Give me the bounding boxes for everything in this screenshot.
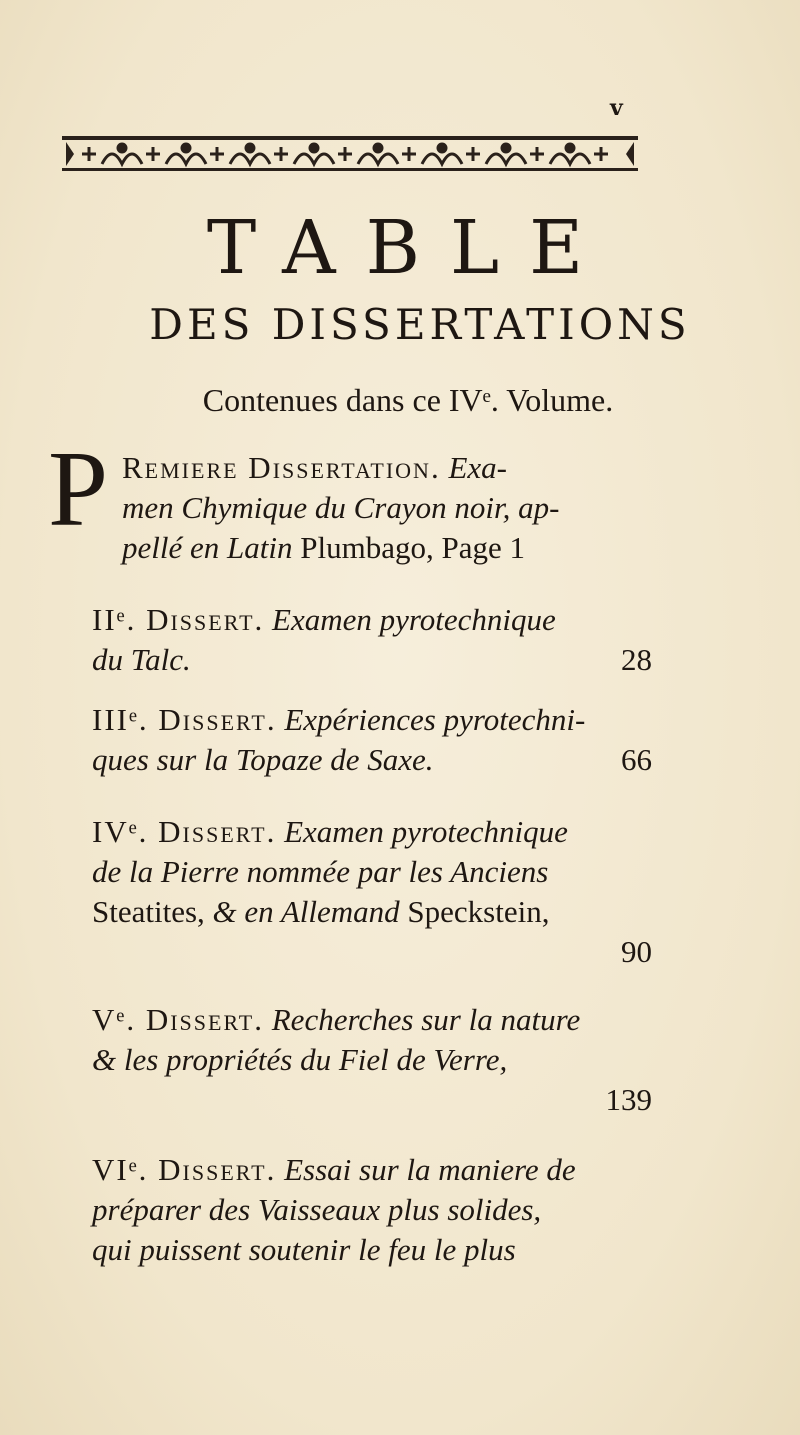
page-number: 1: [509, 530, 525, 565]
entry-title-line: qui puissent soutenir le feu le plus: [92, 1232, 516, 1267]
page-number: 28: [621, 642, 652, 677]
entry-title-part: & en Allemand: [212, 894, 400, 929]
entry-title-line: & les propriétés du Fiel de Verre,: [92, 1042, 508, 1077]
drop-cap: P: [48, 430, 109, 549]
entry-title-part: Examen pyrotechnique: [284, 814, 568, 849]
toc-entry-4: [92, 812, 652, 972]
entry-title-line: de la Pierre nommée par les Anciens: [92, 854, 549, 889]
entry-title-part: Examen pyrotechnique: [272, 602, 556, 637]
entry-title-part: Expériences pyrotechni-: [284, 702, 586, 737]
printer-ornament-band: [62, 122, 638, 180]
page-title: TABLE: [206, 205, 614, 291]
page-number: 90: [621, 934, 652, 969]
entry-title-line: du Talc.: [92, 642, 191, 677]
toc-entry-6: [92, 1150, 652, 1270]
entry-label: VIᵉ. Dissert.: [92, 1152, 277, 1187]
entry-title-roman: Steatites,: [92, 894, 205, 929]
entry-title-part: Exa-: [448, 450, 507, 485]
page-number: 66: [621, 742, 652, 777]
entry-title-roman: Speckstein,: [407, 894, 550, 929]
entry-label: IIᵉ. Dissert.: [92, 602, 265, 637]
signature-mark: v: [610, 95, 623, 121]
page-number: 139: [605, 1082, 652, 1117]
toc-entry-3: [92, 700, 652, 780]
entry-label: IIIᵉ. Dissert.: [92, 702, 277, 737]
page-subtitle: DES DISSERTATIONS: [149, 300, 691, 349]
entry-title-line: ques sur la Topaze de Saxe.: [92, 742, 434, 777]
entry-title-part: Recherches sur la nature: [271, 1002, 581, 1037]
entry-title-part: Essai sur la maniere de: [284, 1152, 576, 1187]
toc-entry-2: [92, 600, 652, 680]
entry-title-line: préparer des Vaisseaux plus solides,: [92, 1192, 542, 1227]
entry-title-part: pellé en Latin: [122, 530, 293, 565]
entry-title-line: men Chymique du Crayon noir, ap-: [122, 490, 560, 525]
entry-label: Remiere Dissertation.: [122, 450, 441, 485]
entry-title-roman: Plumbago, Page: [300, 530, 502, 565]
entry-label: IVᵉ. Dissert.: [92, 814, 277, 849]
volume-line: Contenues dans ce IVᵉ. Volume.: [202, 382, 614, 418]
entry-label: Vᵉ. Dissert.: [92, 1002, 264, 1037]
toc-entry-5: [92, 1000, 652, 1120]
toc-entry-1: [122, 448, 622, 568]
